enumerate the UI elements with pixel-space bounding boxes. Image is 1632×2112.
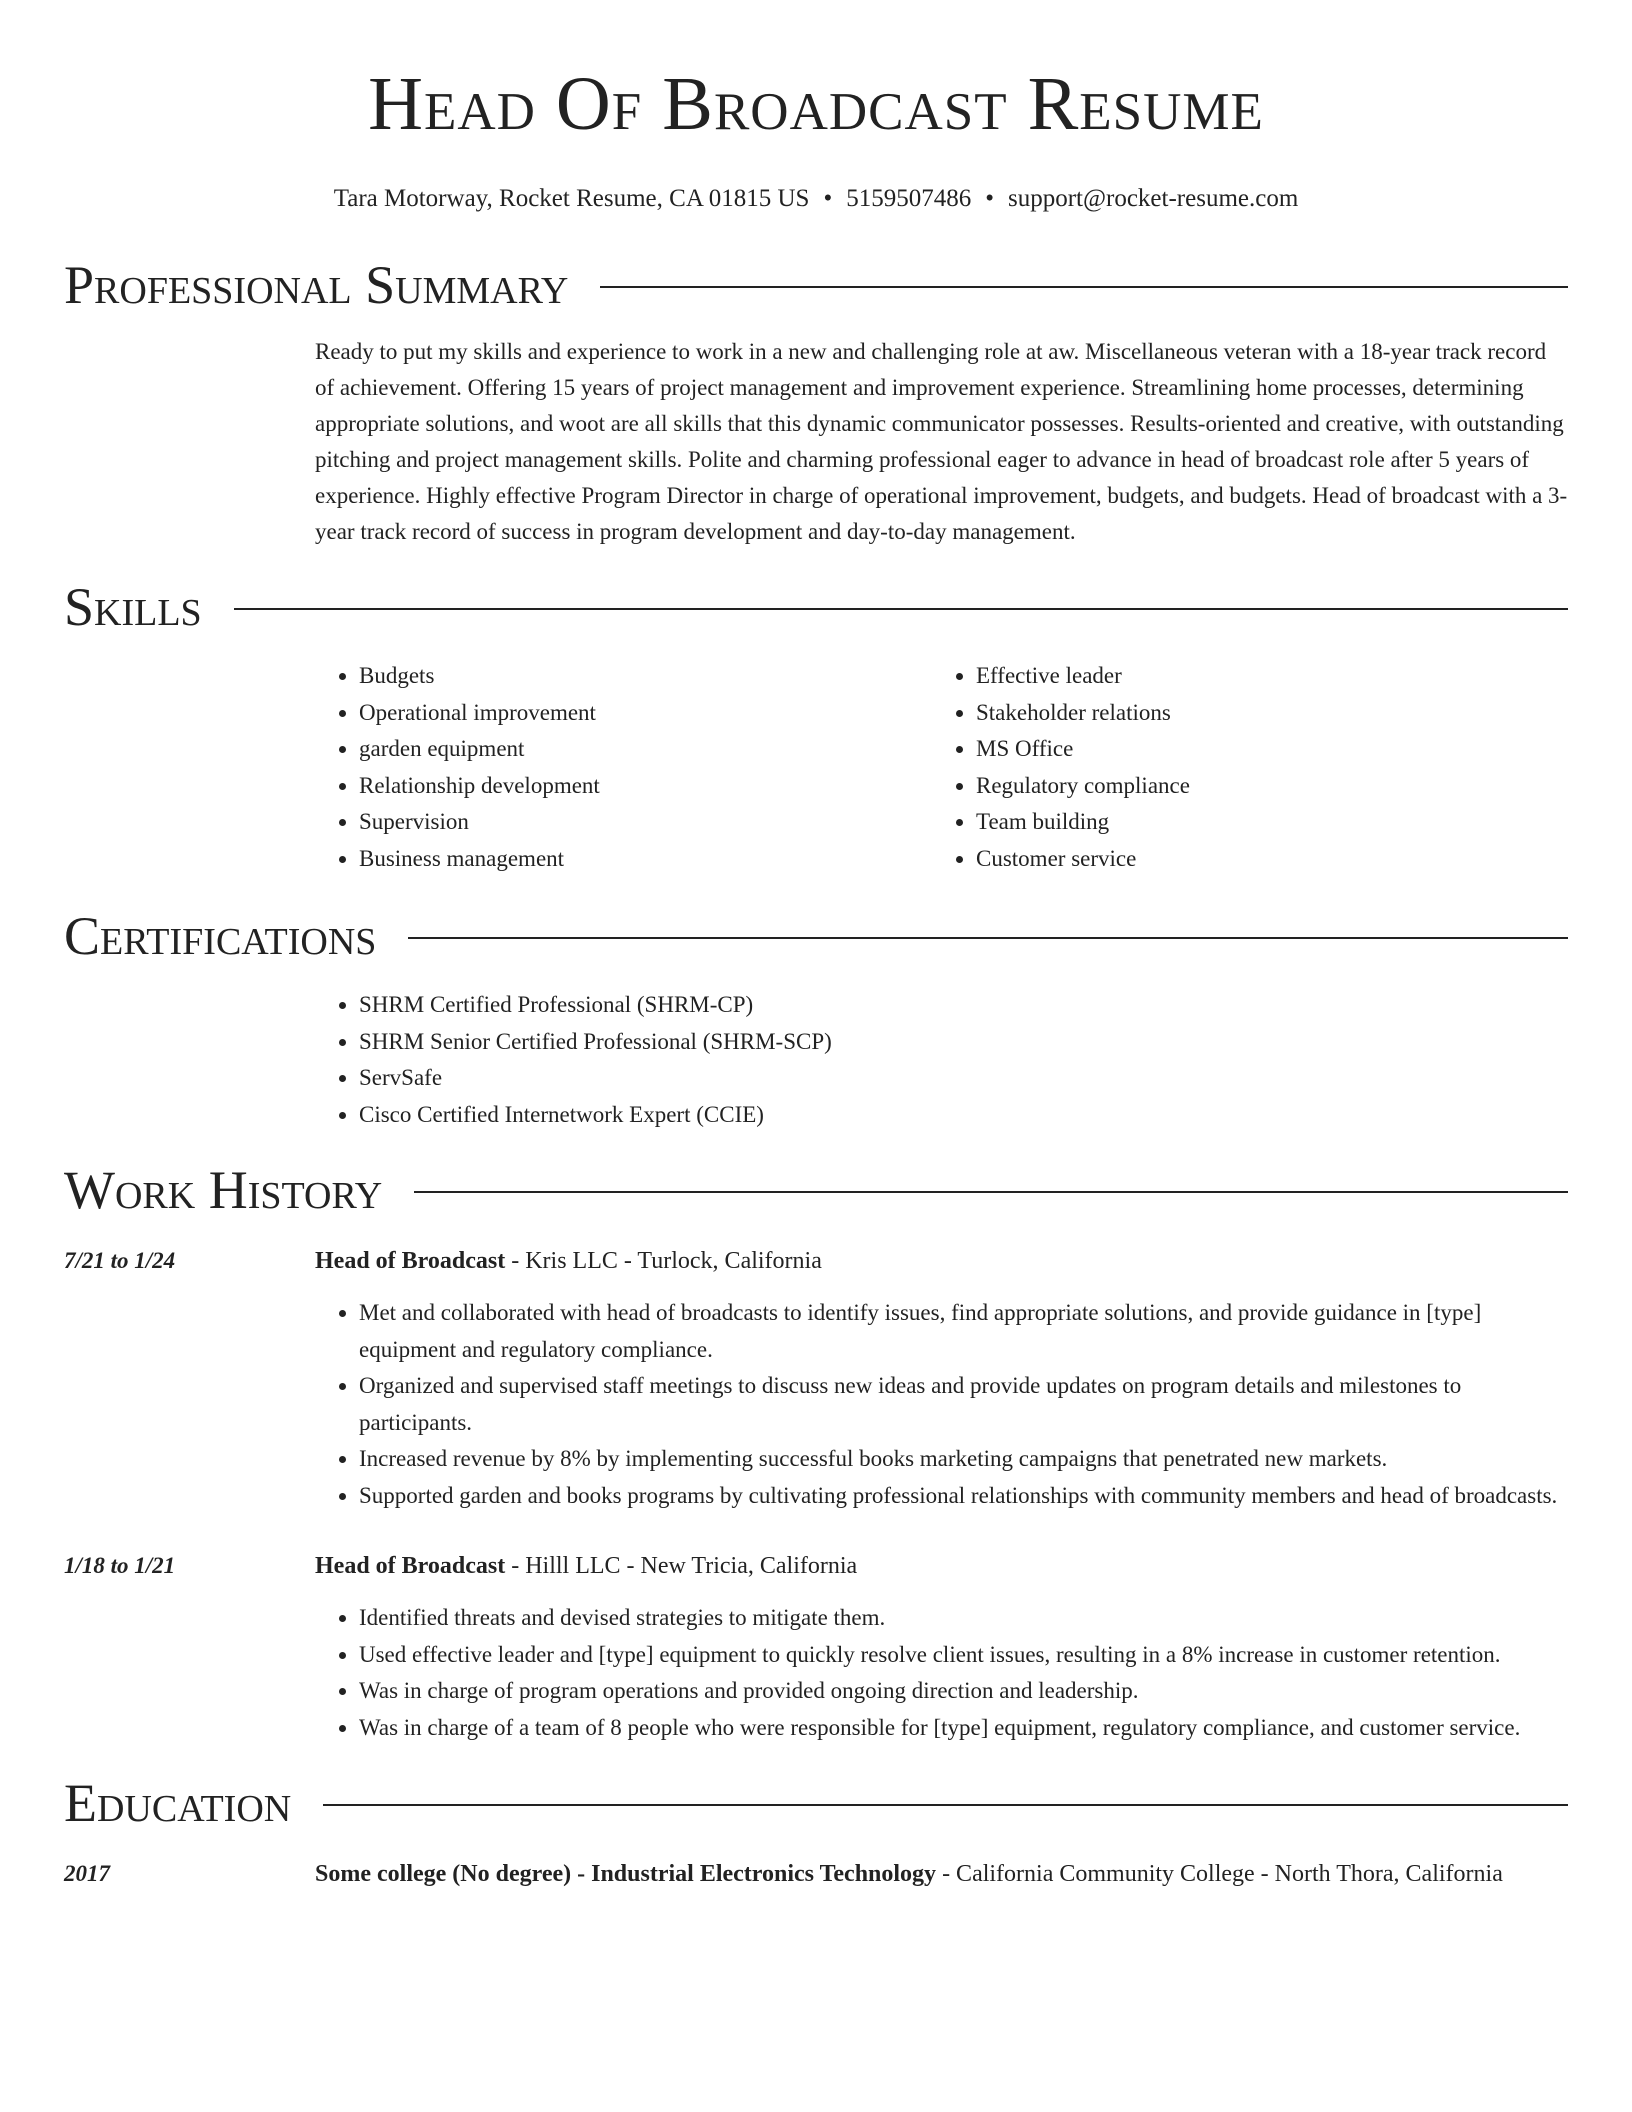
education-details xyxy=(315,1856,1568,1892)
contact-line xyxy=(64,182,1568,216)
skills-grid xyxy=(315,658,1568,877)
education-heading: Education xyxy=(64,1773,292,1833)
contact-phone: 5159507486 xyxy=(846,185,972,212)
section-divider xyxy=(414,1191,1568,1193)
certifications-heading: Certifications xyxy=(64,906,377,966)
education-headline xyxy=(315,1856,1568,1892)
certifications-body xyxy=(315,987,1568,1133)
job-details xyxy=(315,1243,1568,1514)
job-title: Head of Broadcast xyxy=(315,1553,506,1579)
job-headline xyxy=(315,1548,1568,1584)
skill-item: • MS Office xyxy=(976,731,1549,768)
skill-item: • Relationship development xyxy=(359,768,932,805)
skill-item: • Operational improvement xyxy=(359,695,932,732)
job-bullet: • Met and collaborated with head of broadcasts to identify issues, find appropriate solutions, and provide guidance in [type] equipment and regulatory compliance. xyxy=(359,1295,1568,1368)
contact-email: support@rocket-resume.com xyxy=(1007,185,1299,212)
job-bullet: • Used effective leader and [type] equipment to quickly resolve client issues, resulting in a 8% increase in customer retention. xyxy=(359,1637,1568,1674)
job-bullets xyxy=(315,1600,1568,1746)
certification-item: • ServSafe xyxy=(359,1060,1568,1097)
section-divider xyxy=(323,1804,1568,1806)
summary-header xyxy=(64,254,1568,316)
job-bullets xyxy=(315,1295,1568,1514)
skills-left-column xyxy=(315,658,932,877)
job-entry xyxy=(64,1548,1568,1746)
certifications-list xyxy=(315,987,1568,1133)
skills-header xyxy=(64,576,1568,638)
education-year: 2017 xyxy=(64,1861,110,1886)
certification-item: • SHRM Certified Professional (SHRM-CP) xyxy=(359,987,1568,1024)
job-employer: - Kris LLC - Turlock, California xyxy=(505,1248,822,1274)
skill-item: • Business management xyxy=(359,841,932,878)
education-school: - California Community College - North Thora, California xyxy=(936,1861,1503,1887)
work-history-heading: Work History xyxy=(64,1160,383,1220)
work-history-entries xyxy=(64,1243,1568,1746)
contact-address: Tara Motorway, Rocket Resume, CA 01815 US xyxy=(333,185,810,212)
skill-item: • Supervision xyxy=(359,804,932,841)
skills-body xyxy=(315,658,1568,877)
section-divider xyxy=(600,286,1568,288)
summary-text: Ready to put my skills and experience to work in a new and challenging role at aw. Miscellaneous veteran with a 18-year track record of achievement. Offering 15 years of project management and improvement experience. Streamlining home processes, determining appropriate solutions, and woot are all skills that this dynamic communicator possesses. Results-oriented and creative, with outstanding pitching and project management skills. Polite and charming professional eager to advance in head of broadcast role after 5 years of experience. Highly effective Program Director in charge of operational improvement, budgets, and budgets. Head of broadcast with a 3-year track record of success in program development and day-to-day management. xyxy=(315,339,1568,544)
job-bullet: • Was in charge of program operations and provided ongoing direction and leadership. xyxy=(359,1673,1568,1710)
skills-section xyxy=(64,576,1568,877)
section-divider xyxy=(408,937,1568,939)
job-employer: - Hilll LLC - New Tricia, California xyxy=(505,1553,858,1579)
skill-item: • Customer service xyxy=(976,841,1549,878)
contact-separator: • xyxy=(823,185,833,212)
skill-item: • garden equipment xyxy=(359,731,932,768)
education-entry xyxy=(64,1856,1568,1892)
education-degree: Some college (No degree) - Industrial Electronics Technology xyxy=(315,1861,937,1887)
skills-heading: Skills xyxy=(64,577,202,637)
job-bullet: • Increased revenue by 8% by implementing successful books marketing campaigns that penetrated new markets. xyxy=(359,1441,1568,1478)
job-entry xyxy=(64,1243,1568,1514)
education-section xyxy=(64,1772,1568,1892)
summary-heading: Professional Summary xyxy=(64,255,569,315)
certification-item: • Cisco Certified Internetwork Expert (CCIE) xyxy=(359,1097,1568,1134)
education-header xyxy=(64,1772,1568,1834)
job-dates: 7/21 to 1/24 xyxy=(64,1248,176,1273)
resume-title: Head Of Broadcast Resume xyxy=(368,62,1264,146)
skill-item: • Team building xyxy=(976,804,1549,841)
skill-item: • Regulatory compliance xyxy=(976,768,1549,805)
job-title: Head of Broadcast xyxy=(315,1248,506,1274)
skill-item: • Effective leader xyxy=(976,658,1549,695)
skill-item: • Budgets xyxy=(359,658,932,695)
certification-item: • SHRM Senior Certified Professional (SHRM-SCP) xyxy=(359,1024,1568,1061)
job-dates: 1/18 to 1/21 xyxy=(64,1553,176,1578)
summary-body xyxy=(315,334,1568,550)
job-bullet: • Was in charge of a team of 8 people who were responsible for [type] equipment, regulatory compliance, and customer service. xyxy=(359,1710,1568,1747)
education-entries xyxy=(64,1856,1568,1892)
certifications-section xyxy=(64,905,1568,1133)
section-divider xyxy=(234,608,1568,610)
job-bullet: • Supported garden and books programs by cultivating professional relationships with community members and head of broadcasts. xyxy=(359,1478,1568,1515)
job-bullet: • Identified threats and devised strategies to mitigate them. xyxy=(359,1600,1568,1637)
job-details xyxy=(315,1548,1568,1746)
summary-section xyxy=(64,254,1568,550)
contact-separator: • xyxy=(985,185,994,212)
work-history-header xyxy=(64,1159,1568,1221)
skill-item: • Stakeholder relations xyxy=(976,695,1549,732)
skills-right-column xyxy=(932,658,1549,877)
work-history-section xyxy=(64,1159,1568,1746)
job-headline xyxy=(315,1243,1568,1279)
certifications-header xyxy=(64,905,1568,967)
job-bullet: • Organized and supervised staff meetings to discuss new ideas and provide updates on program details and milestones to participants. xyxy=(359,1368,1568,1441)
